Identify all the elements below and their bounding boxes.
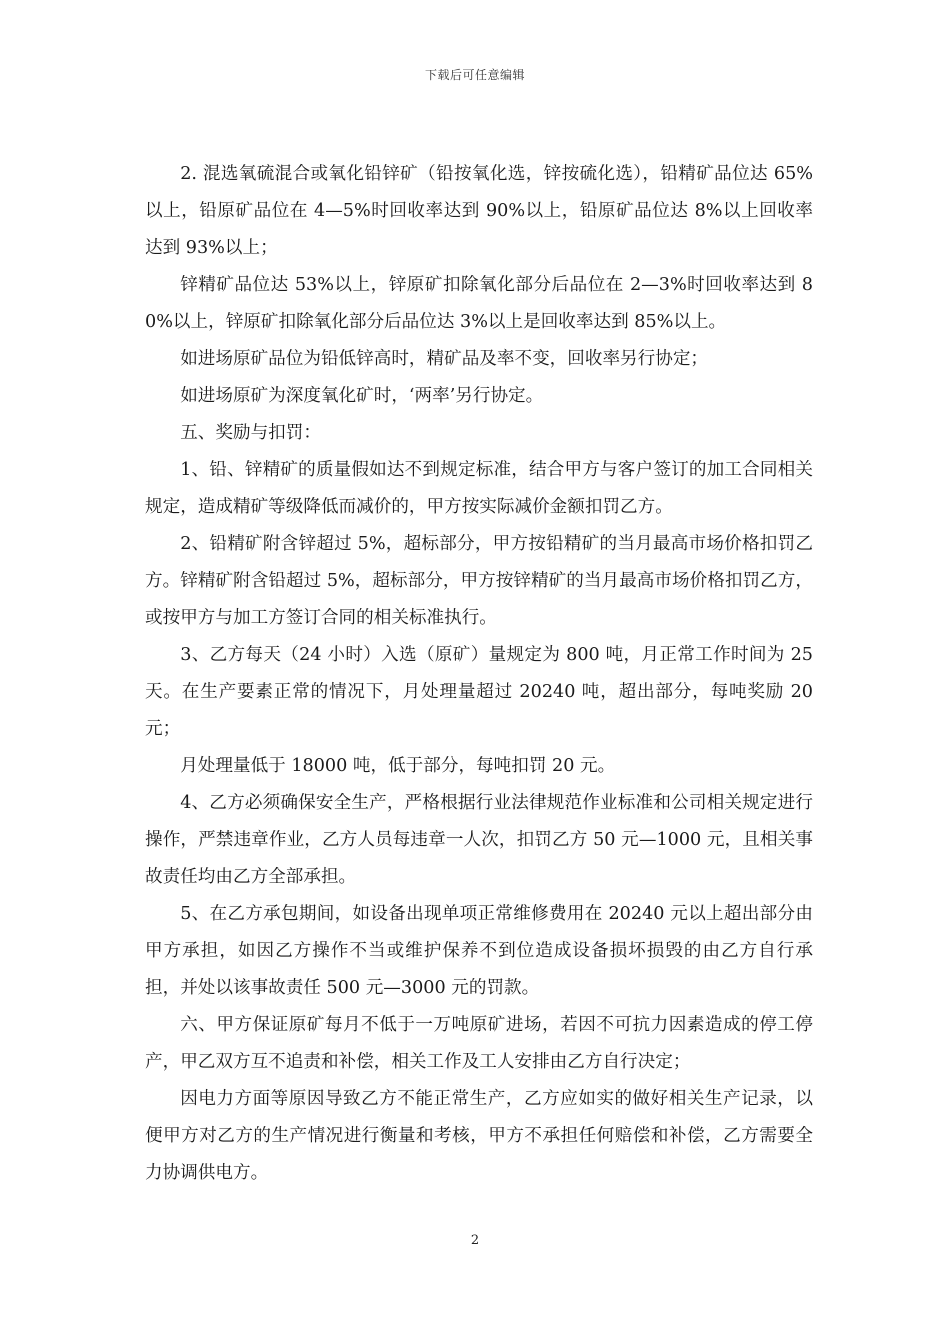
page-header: 下载后可任意编辑 (424, 68, 525, 82)
paragraph-clause-3: 3、乙方每天（24 小时）入选（原矿）量规定为 800 吨，月正常工作时间为 25 天。在生产要素正常的情况下，月处理量超过 20240 吨，超出部分，每吨奖励 20 元； (145, 645, 813, 739)
paragraph-mixed-ore-lead: 2. 混选氧硫混合或氧化铅锌矿（铅按氧化选，锌按硫化选），铅精矿品位达 65%以上，铅原矿品位在 4—5%时回收率达到 90%以上，铅原矿品位达 8%以上回收率达到 93%以上； (145, 164, 813, 258)
section-heading-rewards-penalties: 五、奖励与扣罚： (180, 423, 321, 443)
paragraph-clause-1: 1、铅、锌精矿的质量假如达不到规定标准，结合甲方与客户签订的加工合同相关规定，造成精矿等级降低而减价的，甲方按实际减价金额扣罚乙方。 (145, 460, 813, 517)
paragraph-deep-oxidized: 如进场原矿为深度氧化矿时，‘两率’另行协定。 (180, 386, 544, 406)
paragraph-monthly-low: 月处理量低于 18000 吨，低于部分，每吨扣罚 20 元。 (180, 756, 616, 776)
page-number: 2 (470, 1233, 480, 1248)
paragraph-clause-4: 4、乙方必须确保安全生产，严格根据行业法律规范作业标准和公司相关规定进行操作，严禁违章作业，乙方人员每违章一人次，扣罚乙方 50 元—1000 元，且相关事故责任均由乙方全部承担。 (145, 793, 813, 887)
section-heading-six: 六、甲方保证原矿每月不低于一万吨原矿进场，若因不可抗力因素造成的停工停产，甲乙双方互不追责和补偿，相关工作及工人安排由乙方自行决定； (145, 1015, 813, 1072)
paragraph-power-issues: 因电力方面等原因导致乙方不能正常生产，乙方应如实的做好相关生产记录，以便甲方对乙方的生产情况进行衡量和考核，甲方不承担任何赔偿和补偿，乙方需要全力协调供电方。 (145, 1089, 813, 1183)
paragraph-low-lead-high-zinc: 如进场原矿品位为铅低锌高时，精矿品及率不变，回收率另行协定； (180, 349, 709, 369)
paragraph-clause-5: 5、在乙方承包期间，如设备出现单项正常维修费用在 20240 元以上超出部分由甲方承担，如因乙方操作不当或维护保养不到位造成设备损坏损毁的由乙方自行承担，并处以该事故责任 500 元—3000 元的罚款。 (145, 904, 813, 998)
paragraph-zinc-concentrate: 锌精矿品位达 53%以上，锌原矿扣除氧化部分后品位在 2—3%时回收率达到 80%以上，锌原矿扣除氧化部分后品位达 3%以上是回收率达到 85%以上。 (145, 275, 813, 332)
paragraph-clause-2: 2、铅精矿附含锌超过 5%，超标部分，甲方按铅精矿的当月最高市场价格扣罚乙方。锌精矿附含铅超过 5%，超标部分，甲方按锌精矿的当月最高市场价格扣罚乙方，或按甲方与加工方签订合同的相关标准执行。 (145, 534, 813, 628)
document-body (145, 156, 813, 1192)
